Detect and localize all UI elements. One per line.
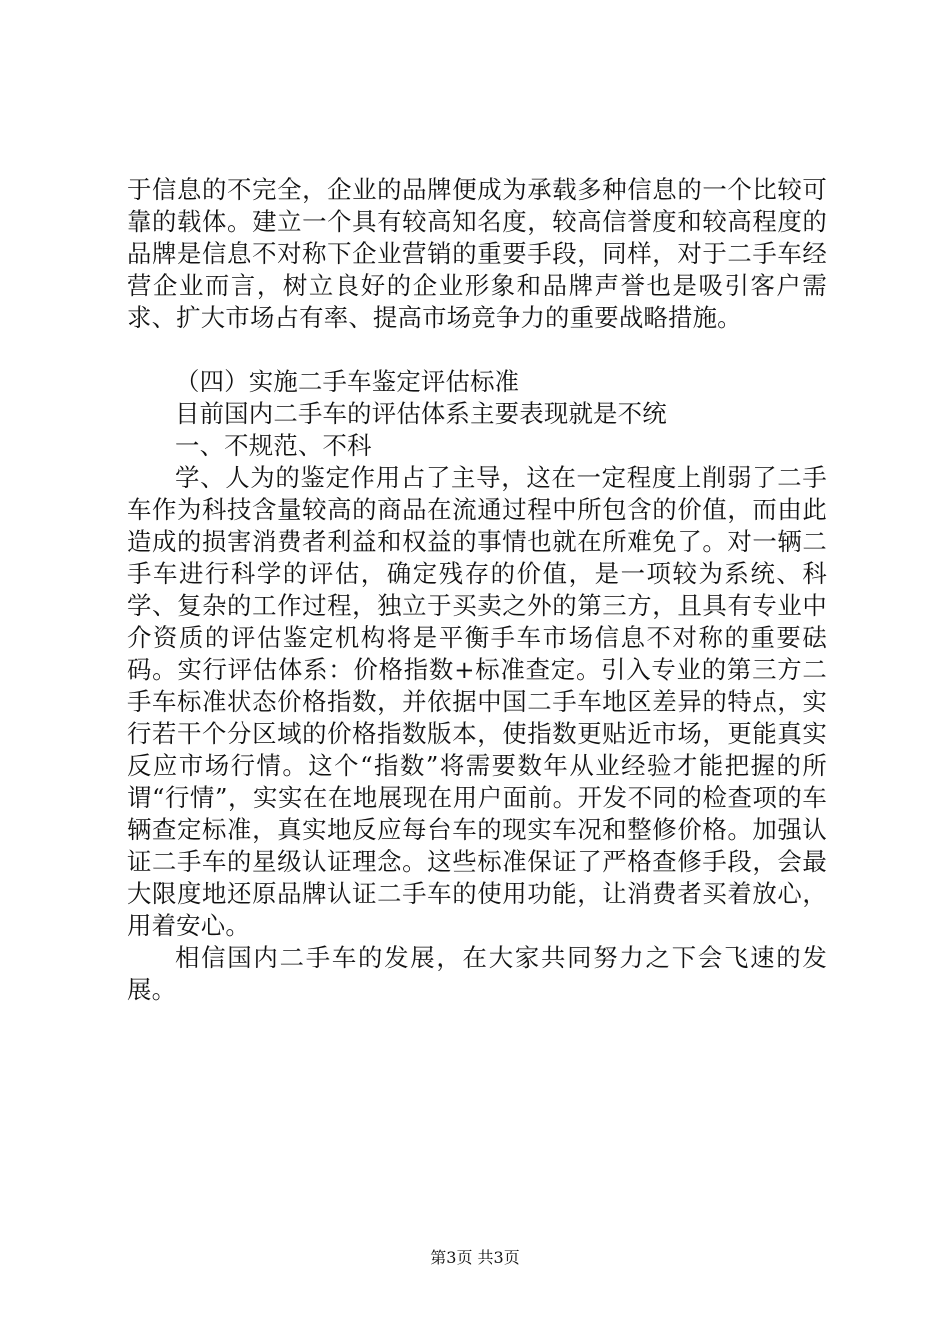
paragraph-conclusion: 相信国内二手车的发展，在大家共同努力之下会飞速的发展。 xyxy=(127,943,827,1004)
document-body xyxy=(127,174,827,1006)
paragraph-brand-carrier: 于信息的不完全，企业的品牌便成为承载多种信息的一个比较可靠的载体。建立一个具有较高知名度，较高信誉度和较高程度的品牌是信息不对称下企业营销的重要手段，同样，对于二手车经营企业而言，树立良好的企业形象和品牌声誉也是吸引客户需求、扩大市场占有率、提高市场竞争力的重要战略措施。 xyxy=(127,175,827,332)
page-footer: 第3页 共3页 xyxy=(430,1248,520,1267)
paragraph-not-standardized: 一、不规范、不科 xyxy=(175,431,372,460)
paragraph-spacer xyxy=(127,334,827,366)
section-heading-appraisal-standard: （四）实施二手车鉴定评估标准 xyxy=(175,367,520,396)
paragraph-evaluation-system: 目前国内二手车的评估体系主要表现就是不统 xyxy=(175,399,667,428)
paragraph-appraisal-details: 学、人为的鉴定作用占了主导，这在一定程度上削弱了二手车作为科技含量较高的商品在流通过程中所包含的价值，而由此造成的损害消费者利益和权益的事情也就在所难免了。对一辆二手车进行科学的评估，确定残存的价值，是一项较为系统、科学、复杂的工作过程，独立于买卖之外的第三方，且具有专业中介资质的评估鉴定机构将是平衡手车市场信息不对称的重要砝码。实行评估体系：价格指数+标准查定。引入专业的第三方二手车标准状态价格指数，并依据中国二手车地区差异的特点，实行若干个分区域的价格指数版本，使指数更贴近市场，更能真实反应市场行情。这个“指数”将需要数年从业经验才能把握的所谓“行情”，实实在在地展现在用户面前。开发不同的检查项的车辆查定标准，真实地反应每台车的现实车况和整修价格。加强认证二手车的星级认证理念。这些标准保证了严格查修手段，会最大限度地还原品牌认证二手车的使用功能，让消费者买着放心，用着安心。 xyxy=(127,463,827,940)
